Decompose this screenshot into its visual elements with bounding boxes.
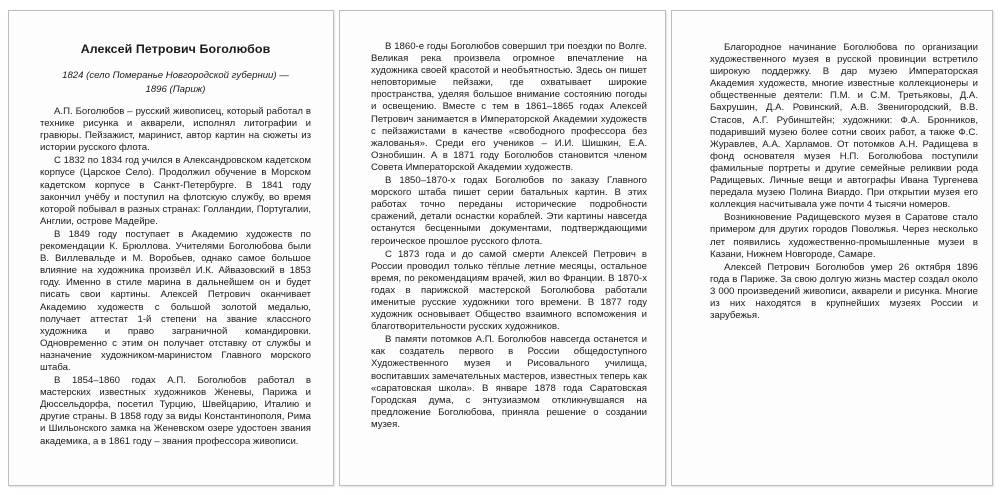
- paragraph: В памяти потомков А.П. Боголюбов навсегда останется и как создатель первого в России общедоступного Художественного музея и Рисовального училища, воспитавших замечательных мастеров, известных теперь как «саратовская школа». В январе 1878 года Саратовская Городская дума, с энтузиазмом откликнувшаяся на предложение Боголюбова, приняла решение о создании музея.: [371, 334, 647, 430]
- paragraph: С 1873 года и до самой смерти Алексей Петрович в России проводил только тёплые летние месяцы, остальное время, по рекомендациям врачей, жил во Франции. В 1870-х годах в парижской мастерской Боголюбова работали именитые русские художники того времени. В 1877 году художник основывает Общество взаимного вспоможения и благотворительности русских художников.: [371, 248, 647, 333]
- paragraph: Благородное начинание Боголюбова по организации художественного музея в русской провинции встретило широкую поддержку. В дар музею Императорская Академия художеств, многие известные коллекционеры и общественные деятели: П.М. и С.М. Третьяковы, Д.А. Бахрушин, Д.А. Ровинский, А.В. Звенигородский, В.В. Стасов, А.Г. Рубинштейн; художники: Ф.А. Бронников, подаривший музею более сотни своих работ, а также Ф.С. Журавлев, А.А. Харламов. От потомков А.Н. Радищева в фонд основателя музея Н.П. Боголюбова поступили фамильные портреты и другие семейные реликвии рода Радищевых. Личные вещи и автографы Ивана Тургенева передала музею Полина Виардо. При открытии музея его коллекция насчитывала уже почти 4 тысячи номеров.: [710, 42, 978, 211]
- paragraph: В 1854–1860 годах А.П. Боголюбов работал в мастерских известных художников Женевы, Парижа и Дюссельдорфа, посетил Турцию, Швейцарию, Италию и другие страны. В 1858 году за виды Константинополя, Рима и Шильонского замка на Женевском озере удостоен звания академика, а в 1861 году – звания профессора живописи.: [40, 375, 311, 447]
- paragraph: Алексей Петрович Боголюбов умер 26 октября 1896 года в Париже. За свою долгую жизнь мастер создал около 3 000 произведений живописи, акварели и рисунка. Многие из них находятся в крупнейших музеях России и зарубежья.: [710, 261, 978, 322]
- panel-middle-content: [340, 11, 665, 485]
- life-dates-line2: 1896 (Париж): [145, 84, 206, 95]
- paragraph: Возникновение Радищевского музея в Саратове стало примером для других городов Поволжья. Через несколько лет появились художественно-промышленные музеи в Казани, Нижнем Новгороде, Самаре.: [710, 212, 978, 260]
- panel-left-content: [9, 11, 333, 485]
- panel-middle: [339, 10, 666, 486]
- panel-right-content: [672, 11, 992, 485]
- paragraph: В 1849 году поступает в Академию художеств по рекомендации К. Брюллова. Учителями Боголюбова были В. Виллевальде и М. Воробьев, однако самое большое влияние на художника произвёл И.К. Айвазовский в 1853 году. Именно в стиле марина в дальнейшем он и будет писать свои картины. Алексей Петрович оканчивает Академию художеств с большой золотой медалью, получает аттестат 1-й степени на звание классного художника и право заграничной командировки. Одновременно с этим он получает отставку от службы и назначение художником-маринистом Главного морского штаба.: [40, 228, 311, 373]
- paragraph: В 1850–1870-х годах Боголюбов по заказу Главного морского штаба пишет серии батальных картин. В этих работах точно переданы исторические подробности сражений, детали оснастки кораблей. Эти картины навсегда останутся бесценными документами, подтверждающими героическое прошлое русского флота.: [371, 175, 647, 247]
- paragraph: А.П. Боголюбов – русский живописец, который работал в технике рисунка и акварели, исполнял литографии и гравюры. Пейзажист, маринист, автор картин на сюжеты из истории русского флота.: [40, 106, 311, 154]
- life-dates-line1: 1824 (село Померанье Новгородской губернии) —: [62, 70, 289, 81]
- paragraph: В 1860-е годы Боголюбов совершил три поездки по Волге. Великая река произвела огромное впечатление на художника своей красотой и необъятностью. Здесь он пишет неповторимые пейзажи, где охватывает широкие пространства, уделяя большое внимание состоянию погоды и освещению. Вместе с тем в 1861–1865 годах Алексей Петрович занимается в Императорской Академии художеств с пейзажистами в качестве «свободного профессора без жалованья». Среди его учеников – И.И. Шишкин, Е.А. Ознобишин. А в 1871 году Боголюбов становится членом Совета Императорской Академии художеств.: [371, 41, 647, 173]
- panel-left: [8, 10, 334, 486]
- life-dates: [40, 69, 311, 97]
- panel-right: [671, 10, 993, 486]
- document-title: Алексей Петрович Боголюбов: [80, 42, 271, 56]
- paragraph: С 1832 по 1834 год учился в Александровском кадетском корпусе (Царское Село). Продолжил обучение в Морском кадетском корпусе в Санкт-Петербурге. В 1841 году закончил учёбу и поступил на флотскую службу, во время которой побывал в разных странах: Голландии, Португалии, Англии, острове Мадейре.: [40, 155, 311, 227]
